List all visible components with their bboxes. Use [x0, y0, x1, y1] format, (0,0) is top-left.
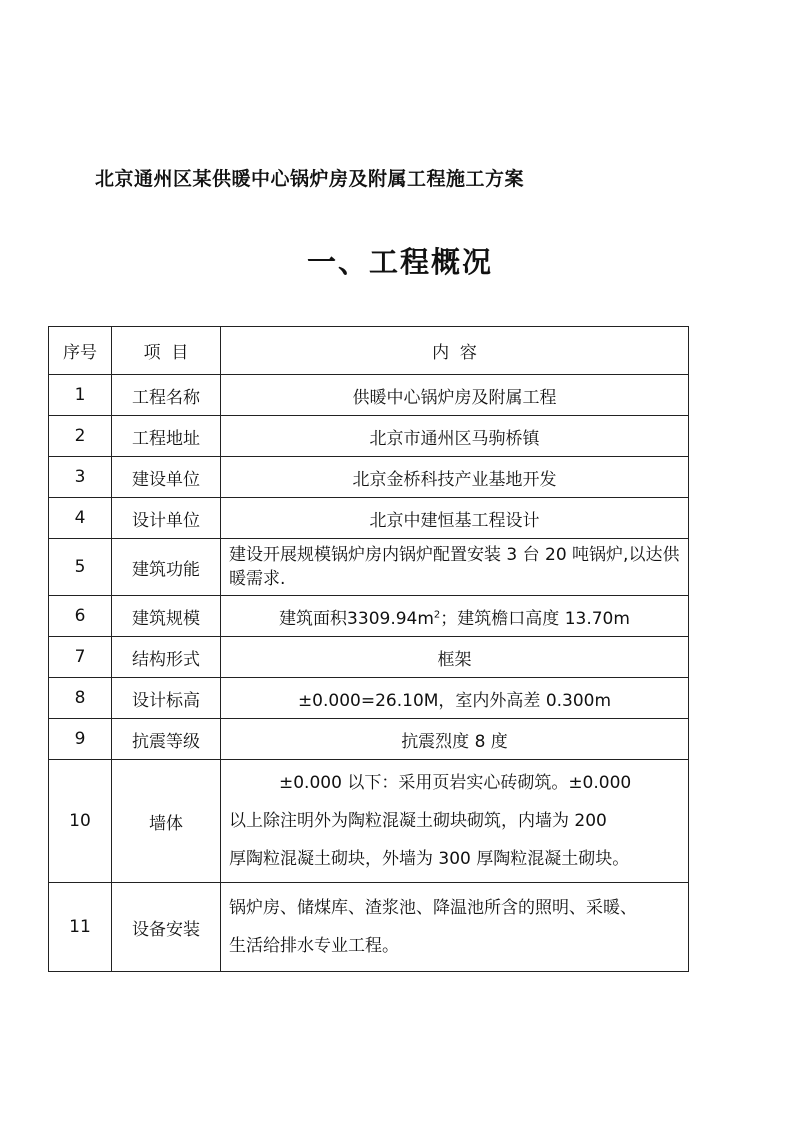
row-no: 9 [49, 719, 112, 760]
table-row [49, 883, 689, 972]
table-row [49, 596, 689, 637]
project-overview-table [48, 326, 689, 972]
height-text: ；建筑檐口高度 13.70m [440, 608, 630, 629]
row-no: 6 [49, 596, 112, 637]
row-content: 框架 [221, 637, 689, 678]
row-content [221, 760, 689, 883]
row-item: 设备安装 [112, 883, 221, 972]
row-content [221, 596, 689, 637]
row-item: 工程名称 [112, 375, 221, 416]
content-line: 厚陶粒混凝土砌块，外墙为 300 厚陶粒混凝土砌块。 [229, 849, 630, 869]
content-line: ±0.000 以下：采用页岩实心砖砌筑。±0.000 [279, 773, 632, 793]
table-row [49, 719, 689, 760]
content-line: 以上除注明外为陶粒混凝土砌块砌筑，内墙为 200 [229, 811, 607, 831]
content-line: 生活给排水专业工程。 [229, 936, 399, 956]
row-no: 10 [49, 760, 112, 883]
row-item: 建筑功能 [112, 539, 221, 596]
section-heading: 一、工程概况 [306, 245, 493, 279]
row-item: 结构形式 [112, 637, 221, 678]
row-item: 设计单位 [112, 498, 221, 539]
row-content [221, 883, 689, 972]
row-content: 北京中建恒基工程设计 [221, 498, 689, 539]
row-no: 7 [49, 637, 112, 678]
table-row [49, 760, 689, 883]
table-row [49, 539, 689, 596]
row-no: 1 [49, 375, 112, 416]
row-item: 建筑规模 [112, 596, 221, 637]
row-item: 墙体 [112, 760, 221, 883]
row-content: 北京金桥科技产业基地开发 [221, 457, 689, 498]
row-content: 抗震烈度 8 度 [221, 719, 689, 760]
row-item: 建设单位 [112, 457, 221, 498]
header-content: 内 容 [221, 327, 689, 375]
row-no: 11 [49, 883, 112, 972]
table-row [49, 416, 689, 457]
document-title: 北京通州区某供暖中心锅炉房及附属工程施工方案 [95, 168, 525, 190]
row-content: 北京市通州区马驹桥镇 [221, 416, 689, 457]
area-unit-superscript: 2 [433, 608, 441, 620]
content-line: 锅炉房、储煤库、渣浆池、降温池所含的照明、采暖、 [229, 898, 637, 918]
row-item: 工程地址 [112, 416, 221, 457]
row-content: ±0.000=26.10M，室内外高差 0.300m [221, 678, 689, 719]
table-row [49, 457, 689, 498]
row-no: 4 [49, 498, 112, 539]
row-content: 建设开展规模锅炉房内锅炉配置安装 3 台 20 吨锅炉,以达供暖需求. [221, 539, 689, 596]
area-text: 建筑面积3309.94m [279, 608, 434, 629]
table-row [49, 498, 689, 539]
row-no: 8 [49, 678, 112, 719]
row-no: 5 [49, 539, 112, 596]
row-content: 供暖中心锅炉房及附属工程 [221, 375, 689, 416]
header-item: 项 目 [112, 327, 221, 375]
row-item: 设计标高 [112, 678, 221, 719]
table-row [49, 637, 689, 678]
row-item: 抗震等级 [112, 719, 221, 760]
table-row [49, 375, 689, 416]
table-header-row [49, 327, 689, 375]
row-no: 2 [49, 416, 112, 457]
header-no: 序号 [49, 327, 112, 375]
row-no: 3 [49, 457, 112, 498]
table-row [49, 678, 689, 719]
